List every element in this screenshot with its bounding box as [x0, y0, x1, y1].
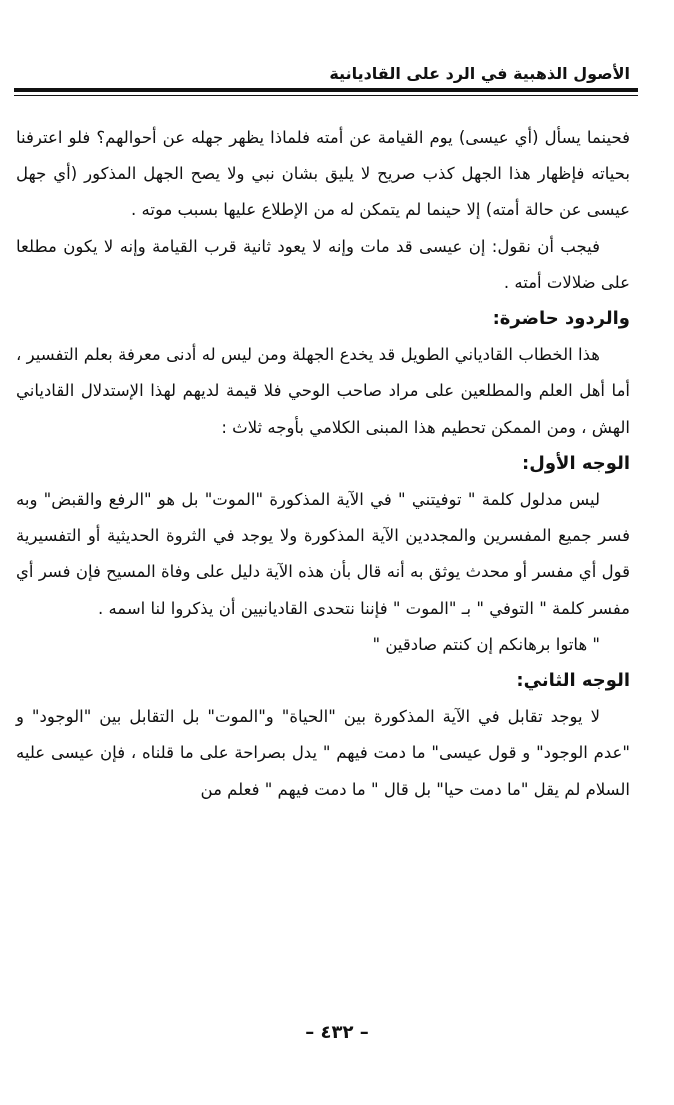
header-rule-thick: [14, 88, 638, 92]
paragraph-1: فحينما يسأل (أي عيسى) يوم القيامة عن أمته فلماذا يظهر جهله عن أحوالهم؟ فلو اعترفنا بحياته فإظهار هذا الجهل كذب صريح لا يليق بشان نبي ولا يصح الجهل المذكور (أي جهل عيسى عن حالة أمته) إلا حينما لم يتمكن له من الإطلاع عليها بسبب موته .: [16, 128, 630, 220]
body-text: [16, 120, 630, 808]
heading-first-aspect: الوجه الأول:: [522, 452, 630, 474]
page-number: – ٤٣٢ –: [305, 1022, 369, 1043]
paragraph-3: هذا الخطاب القادياني الطويل قد يخدع الجهلة ومن ليس له أدنى معرفة بعلم التفسير ، أما أهل العلم والمطلعين على مراد صاحب الوحي فلا قيمة لديهم لهذا الإستدلال القادياني الهش ، ومن الممكن تحطيم هذا المبنى الكلامي بأوجه ثلاث :: [16, 345, 630, 437]
paragraph-5: لا يوجد تقابل في الآية المذكورة بين "الحياة" و"الموت" بل التقابل بين "الوجود" و "عدم الوجود" و قول عيسى" ما دمت فيهم " يدل بصراحة على ما قلناه ، فإن عيسى عليه السلام لم يقل "ما دمت حيا" بل قال " ما دمت فيهم " فعلم من: [16, 707, 630, 799]
paragraph-4: ليس مدلول كلمة " توفيتني " في الآية المذكورة "الموت" بل هو "الرفع والقبض" وبه فسر جميع المفسرين والمجددين الآية المذكورة ولا يوجد في الثروة الحديثية أو التفسيرية قول أي مفسر أو محدث يوثق به أنه قال بأن هذه الآية دليل على وفاة المسيح فإن فسر أي مفسر كلمة " التوفي " بـ "الموت " فإننا نتحدى القاديانيين أن يذكروا لنا اسمه .: [16, 490, 630, 618]
paragraph-2: فيجب أن نقول: إن عيسى قد مات وإنه لا يعود ثانية قرب القيامة وإنه لا يكون مطلعا على ضلالات أمته .: [16, 236, 630, 292]
heading-second-aspect: الوجه الثاني:: [516, 670, 630, 692]
heading-responses: والردود حاضرة:: [492, 308, 630, 330]
quote-verse: " هاتوا برهانكم إن كنتم صادقين ": [372, 634, 600, 654]
running-header-title: الأصول الذهبية في الرد على القاديانية: [329, 64, 630, 83]
header-rule-thin: [14, 95, 638, 96]
